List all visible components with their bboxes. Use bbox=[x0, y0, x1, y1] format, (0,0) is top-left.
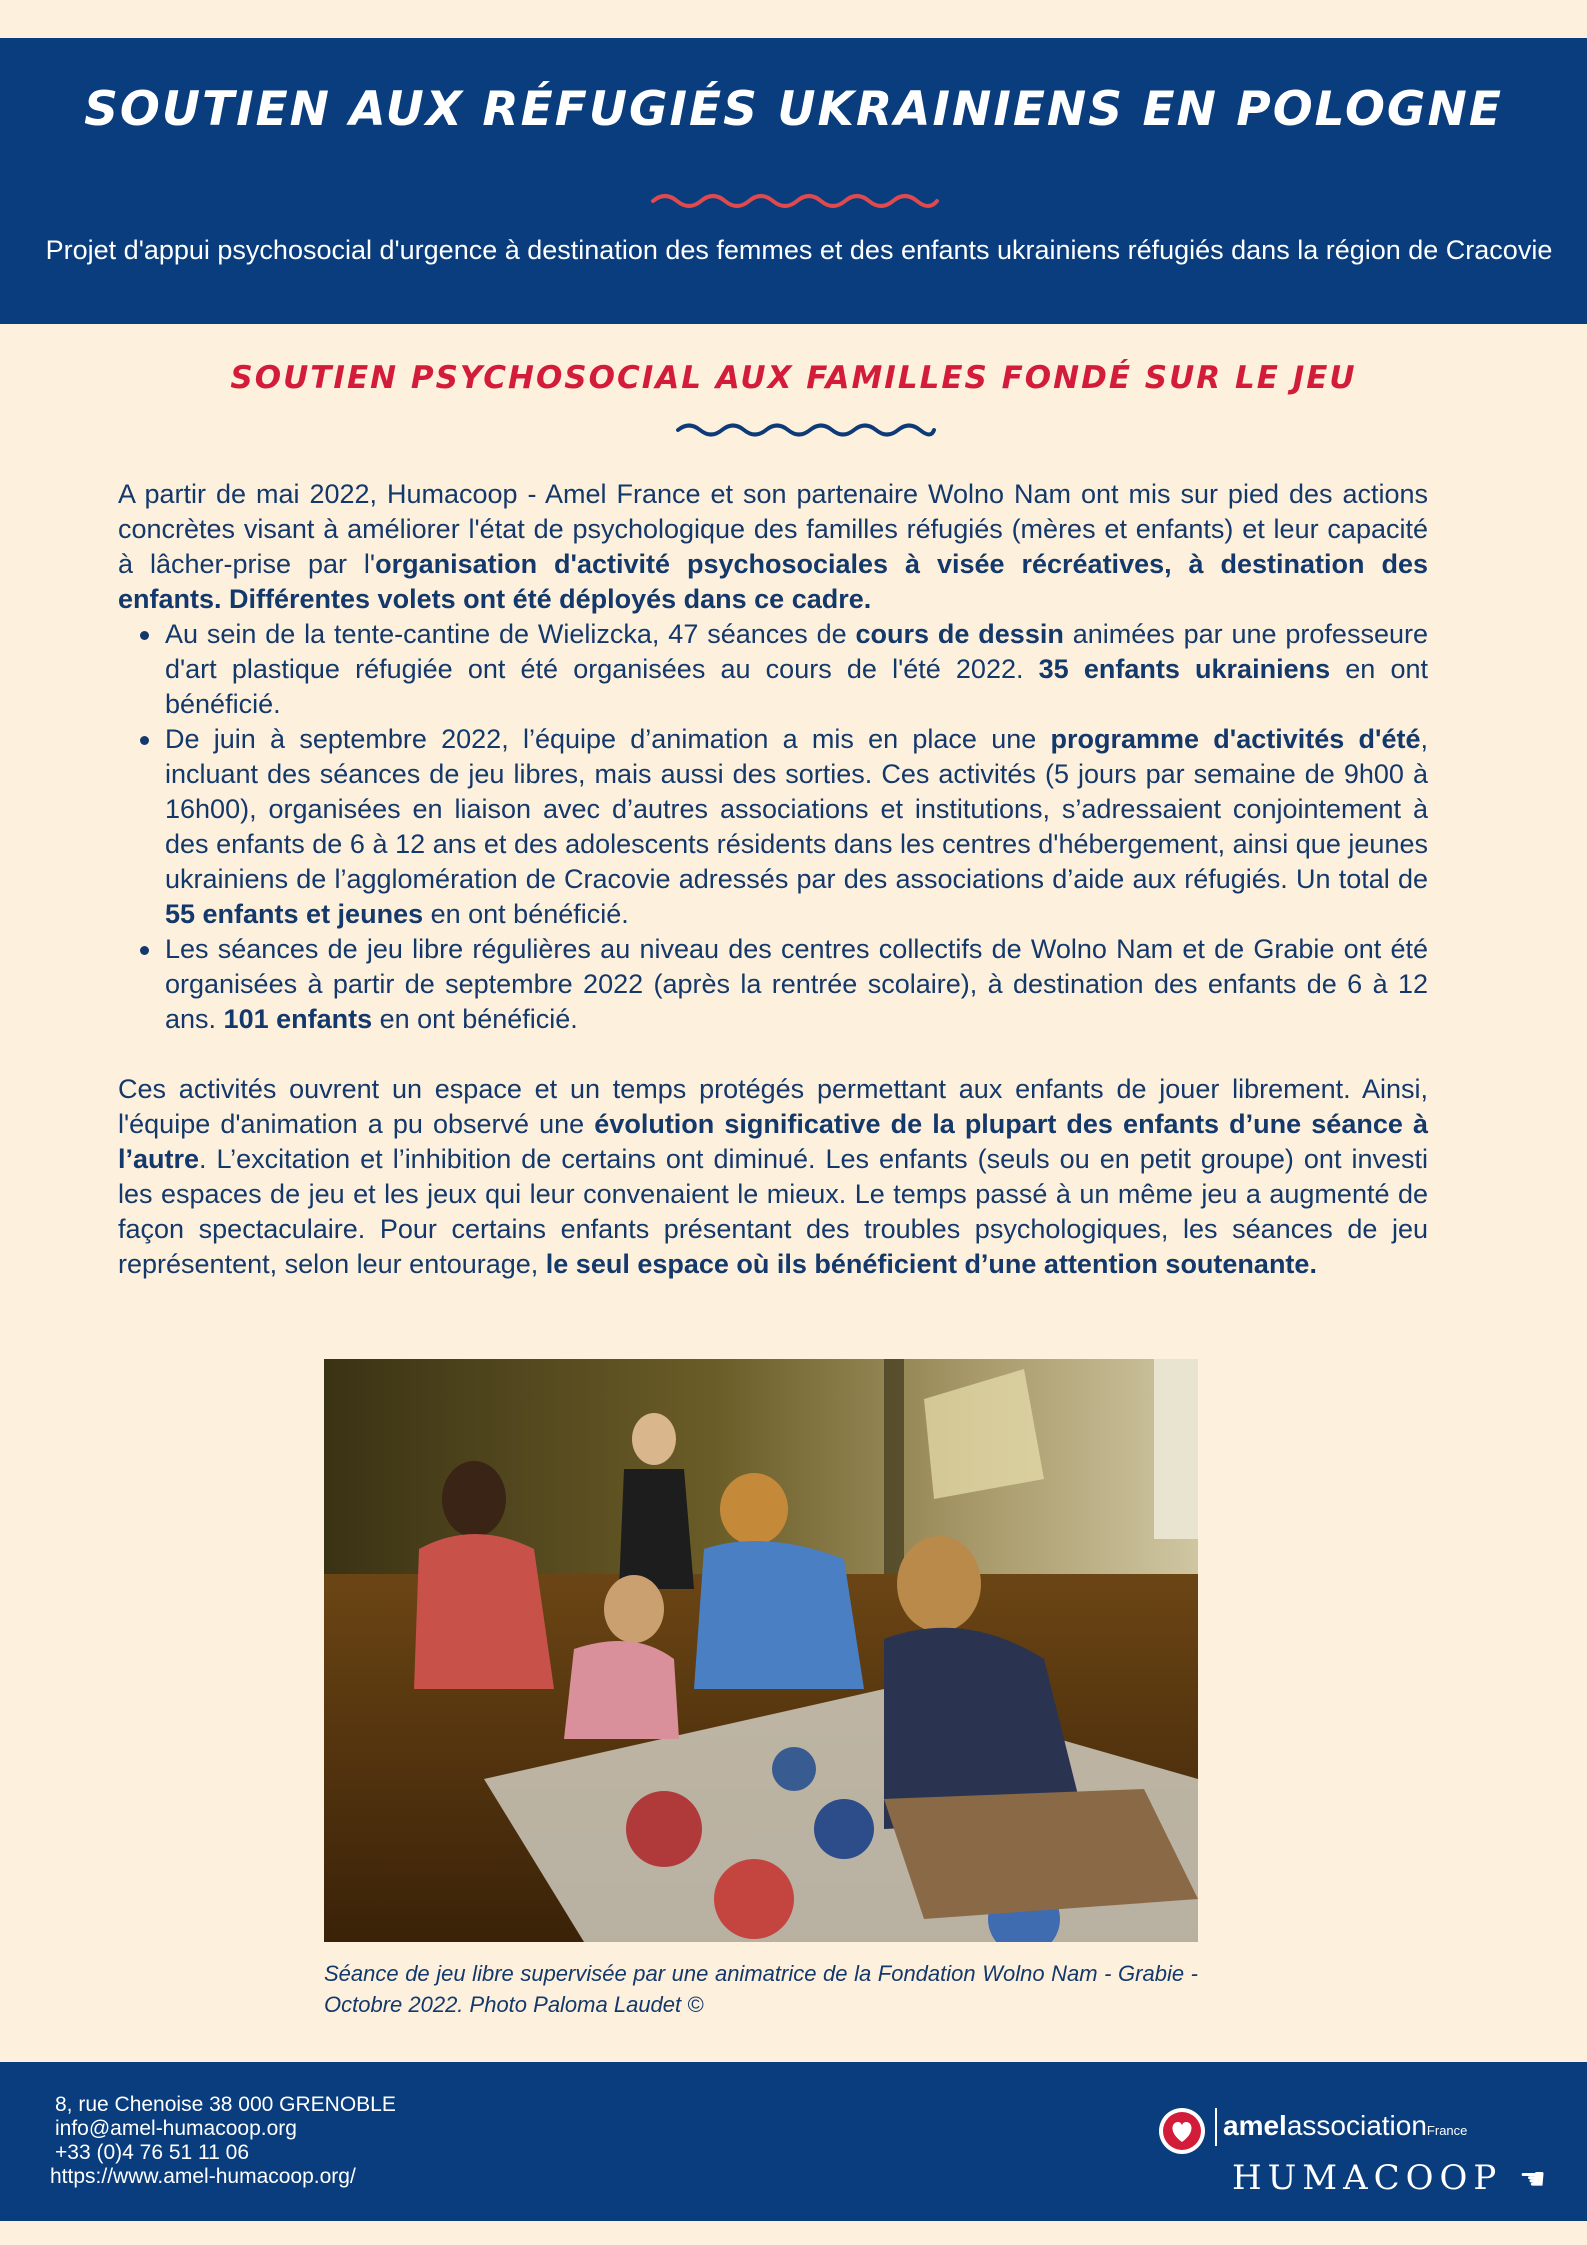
list-item: Au sein de la tente-cantine de Wielizcka, 47 séances de cours de dessin animées par une professeure d'art plastique réfugiée ont été organisées au cours de l'été 2022. 35 enfants ukrainiens en ont bénéficié. bbox=[118, 617, 1428, 722]
activity-photo bbox=[324, 1359, 1198, 1942]
footer-address: 8, rue Chenoise 38 000 GRENOBLE bbox=[55, 2093, 396, 2116]
contact-info bbox=[50, 2093, 396, 2189]
wave-divider-blue bbox=[675, 420, 937, 440]
amel-logo: amelassociationFrance bbox=[1157, 2106, 1477, 2156]
footer-email[interactable]: info@amel-humacoop.org bbox=[55, 2117, 297, 2140]
header-banner bbox=[0, 38, 1587, 324]
outro-paragraph: Ces activités ouvrent un espace et un temps protégés permettant aux enfants de jouer librement. Ainsi, l'équipe d'animation a pu observé une évolution significative de la plupart des enfants d’une séance à l’autre. L’excitation et l’inhibition de certains ont diminué. Les enfants (seuls ou en petit groupe) ont investi les espaces de jeu et les jeux qui leur convenaient le mieux. Le temps passé à un même jeu a augmenté de façon spectaculaire. Pour certains enfants présentant des troubles psychologiques, les séances de jeu représentent, selon leur entourage, le seul espace où ils bénéficient d’une attention soutenante. bbox=[118, 1074, 1428, 1279]
heart-logo-icon bbox=[1157, 2106, 1207, 2156]
intro-paragraph: A partir de mai 2022, Humacoop - Amel France et son partenaire Wolno Nam ont mis sur pied des actions concrètes visant à améliorer l'état de psychologique des familles réfugiés (mères et enfants) et leur capacité à lâcher-prise par l'organisation d'activité psychosociales à visée récréatives, à destination des enfants. Différentes volets ont été déployés dans ce cadre. bbox=[118, 479, 1429, 614]
logo-divider bbox=[1215, 2108, 1217, 2146]
activity-list bbox=[118, 617, 1428, 1037]
wave-divider-red bbox=[650, 190, 940, 212]
list-item: Les séances de jeu libre régulières au niveau des centres collectifs de Wolno Nam et de Grabie ont été organisées à partir de septembre 2022 (après la rentrée scolaire), à destination des enfants de 6 à 12 ans. 101 enfants en ont bénéficié. bbox=[118, 932, 1428, 1037]
page-subtitle: Projet d'appui psychosocial d'urgence à destination des femmes et des enfants ukrainiens réfugiés dans la région de Cracovie bbox=[45, 235, 1553, 265]
footer-website[interactable]: https://www.amel-humacoop.org/ bbox=[50, 2165, 356, 2188]
section-title: SOUTIEN PSYCHOSOCIAL AUX FAMILLES FONDÉ SUR LE JEU bbox=[230, 360, 1357, 396]
list-item: De juin à septembre 2022, l’équipe d’animation a mis en place une programme d'activités d'été, incluant des séances de jeu libres, mais aussi des sorties. Ces activités (5 jours par semaine de 9h00 à 16h00), organisées en liaison avec d’autres associations et institutions, s’adressaient conjointement à des enfants de 6 à 12 ans et des adolescents résidents dans les centres d'hébergement, ainsi que jeunes ukrainiens de l’agglomération de Cracovie adressés par des associations d’aide aux réfugiés. Un total de 55 enfants et jeunes en ont bénéficié. bbox=[118, 722, 1428, 932]
page-title: SOUTIEN AUX RÉFUGIÉS UKRAINIENS EN POLOGNE bbox=[84, 82, 1503, 137]
photo-caption: Séance de jeu libre supervisée par une animatrice de la Fondation Wolno Nam - Grabie - Octobre 2022. Photo Paloma Laudet © bbox=[324, 1961, 1198, 2017]
humacoop-logo: HUMACOOP ☚ bbox=[1232, 2158, 1547, 2198]
pointing-hand-icon: ☚ bbox=[1519, 2162, 1547, 2197]
photo-illustration bbox=[324, 1359, 1198, 1942]
footer-phone: +33 (0)4 76 51 11 06 bbox=[55, 2141, 250, 2164]
article-body bbox=[118, 477, 1428, 1282]
